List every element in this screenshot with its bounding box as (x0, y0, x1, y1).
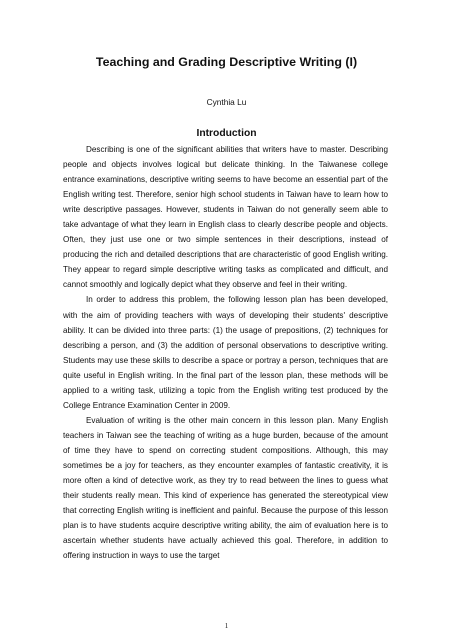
author-name: Cynthia Lu (206, 97, 247, 107)
section-heading: Introduction (196, 128, 257, 139)
page-number: 1 (224, 622, 229, 630)
paragraph: In order to address this problem, the following lesson plan has been developed, with the aim of providing teachers with ways of developing their students' descriptive ability. It can be divided into three parts: (1) the usage of prepositions, (2) techniques for describing a person, and (3) the addition of personal observations to descriptive writing. Students may use these skills to describe a space or portray a person, techniques that are quite useful in English writing. In the final part of the lesson plan, these methods will be applied to a writing task, utilizing a topic from the English writing test produced by the College Entrance Examination Center in 2009. (63, 295, 388, 410)
paragraph: Evaluation of writing is the other main concern in this lesson plan. Many English teachers in Taiwan see the teaching of writing as a huge burden, because of the amount of time they have to spend on correcting student compositions. Although, this may sometimes be a joy for teachers, as they encounter examples of fantastic creativity, it is more often a kind of detective work, as they try to read between the lines to guess what their students really mean. This kind of experience has generated the stereotypical view that correcting English writing is inefficient and painful. Because the purpose of this lesson plan is to have students acquire descriptive writing ability, the aim of evaluation here is to ascertain whether students have actually achieved this goal. Therefore, in addition to offering instruction in ways to use the target (63, 415, 388, 561)
paper-title: Teaching and Grading Descriptive Writing (I) (95, 55, 358, 69)
body-text (63, 142, 388, 563)
paragraph: Describing is one of the significant abilities that writers have to master. Describing people and objects involves logical but delicate thinking. In the Taiwanese college entrance examinations, descriptive writing seems to have become an essential part of the English writing test. Therefore, senior high school students in Taiwan have to learn how to write descriptive passages. However, students in Taiwan do not generally seem able to take advantage of what they learn in English class to clearly describe people and objects. Often, they just use one or two simple sentences in their descriptions, instead of producing the rich and detailed descriptions that are characteristic of good English writing. They appear to regard simple descriptive writing tasks as complicated and difficult, and cannot smoothly and logically depict what they observe and feel in their writing. (63, 145, 388, 290)
